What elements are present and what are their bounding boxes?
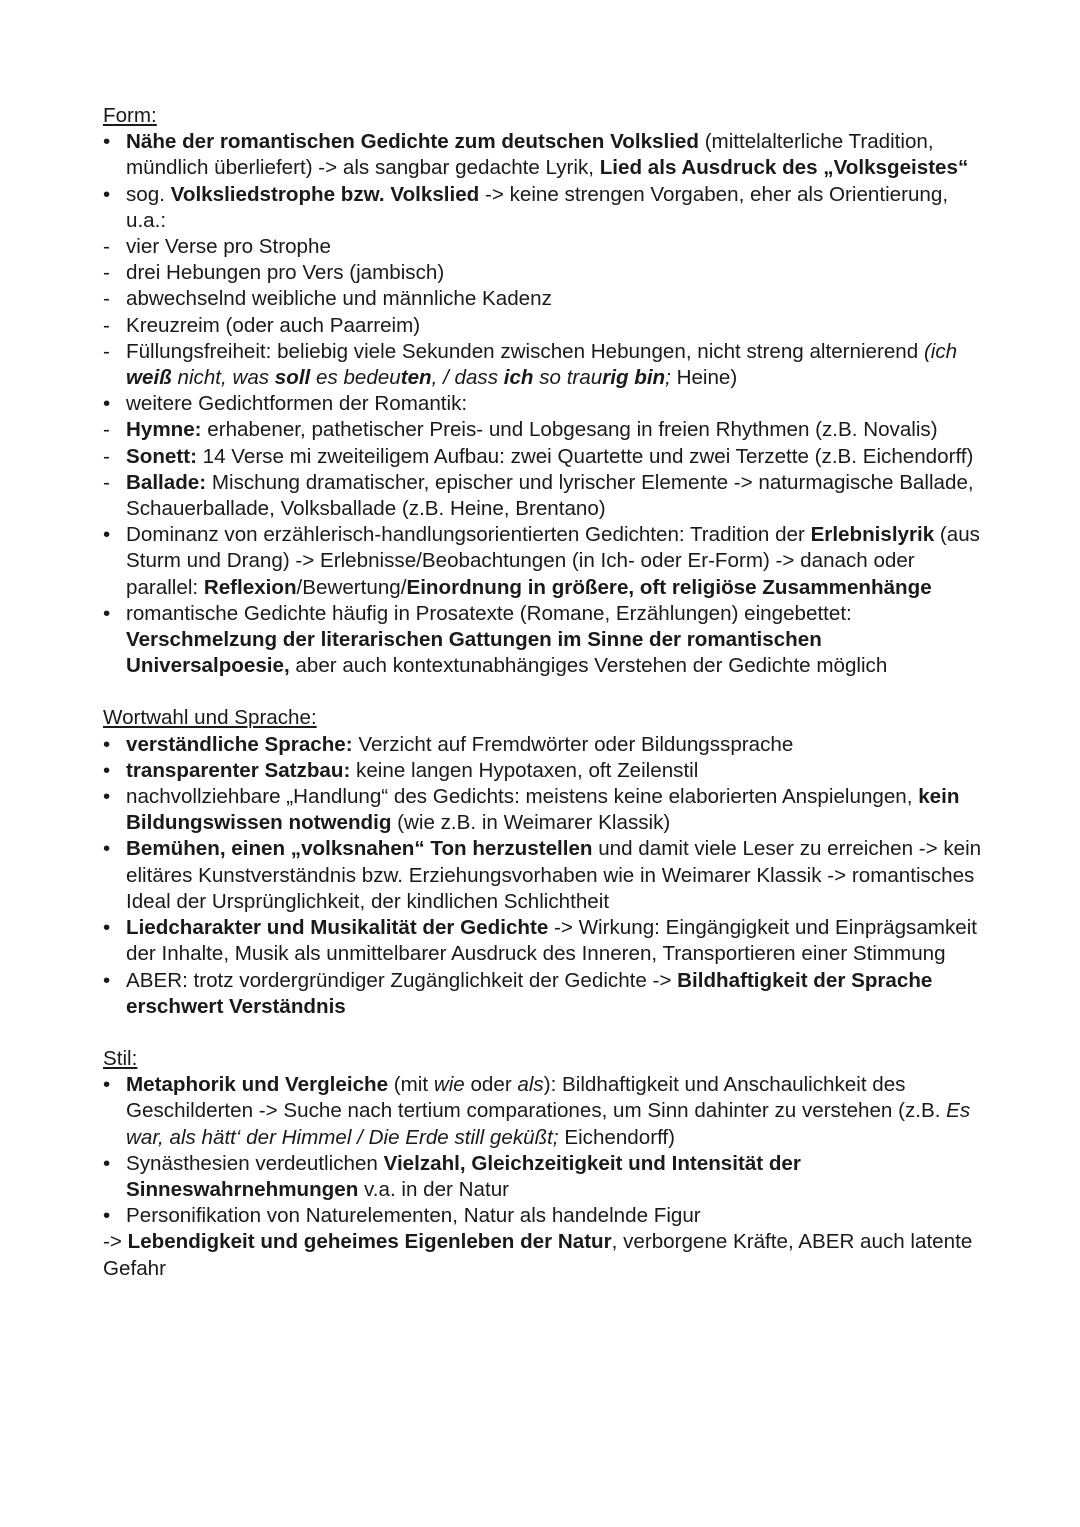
list-item-text [126,785,959,834]
text-run: erhabener, pathetischer Preis- und Lobgesang in freien Rhythmen (z.B. Novalis) [201,418,938,442]
list-marker: • [103,1073,111,1097]
bullet-list [103,129,983,679]
list-item [103,784,983,836]
list-marker: - [103,470,110,494]
text-run: aber auch kontextunabhängiges Verstehen der Gedichte möglich [289,654,888,678]
text-run: nachvollziehbare „Handlung“ des Gedichts: meistens keine elaborierten Anspielungen, [126,785,919,809]
list-marker: - [103,339,110,363]
text-run: romantische Gedichte häufig in Prosatexte (Romane, Erzählungen) eingebettet: [126,601,852,625]
list-marker: - [103,287,110,311]
list-item [103,968,983,1020]
list-item-text [126,261,444,284]
list-item [103,260,983,286]
text-run: so trau [533,366,603,390]
text-run: Personifikation von Naturelementen, Natur als handelnde Figur [126,1204,701,1228]
text-run: weitere Gedichtformen der Romantik: [126,392,468,416]
text-run: , / dass [431,366,504,390]
document-page [103,103,983,1282]
list-marker: • [103,130,111,154]
list-marker: • [103,1204,111,1228]
text-run: und damit viele Leser zu erreichen -> kein elitäres Kunstverständnis bzw. Erziehungsvorhaben wie in Weimarer Klassik -> romantisches Ideal der Ursprünglichkeit, der kindlichen Schlichtheit [126,837,982,913]
text-run: (wie z.B. in Weimarer Klassik) [391,811,671,835]
text-run: transparenter Satzbau: [126,758,351,782]
text-run: Einordnung in größere, oft religiöse Zusammenhänge [406,575,932,599]
list-item [103,444,983,470]
list-item-text [126,759,698,782]
text-run: -> Wirkung: Eingängigkeit und Einprägsamkeit der Inhalte, Musik als unmittelbarer Ausdruck des Inneren, Transportieren einer Stimmung [126,916,977,966]
text-run: Sonett: [126,444,197,468]
text-run: Nähe der romantischen Gedichte zum deutschen Volkslied [126,130,699,154]
list-item-text [126,418,938,441]
list-marker: • [103,916,111,940]
section-heading: Form: [103,104,157,127]
text-run: Bemühen, einen „volksnahen“ Ton herzustellen [126,837,593,861]
list-item [103,417,983,443]
text-run: Liedcharakter und Musikalität der Gedichte [126,916,549,940]
text-run: abwechselnd weibliche und männliche Kadenz [126,287,552,311]
list-item-text [126,314,420,337]
list-marker: • [103,392,111,416]
list-item-text [126,837,981,912]
text-run: Ballade: [126,470,207,494]
list-item-text [126,916,977,965]
section-wortwahl-und-sprache [103,705,983,1019]
text-run: oder [464,1073,518,1097]
text-run: -> keine strengen Vorgaben, eher als Orientierung, u.a.: [126,182,949,232]
list-marker: • [103,1151,111,1175]
list-marker: • [103,523,111,547]
list-item [103,129,983,181]
text-run: Heine) [676,366,738,390]
list-item [103,522,983,601]
text-run: , verborgene Kräfte, ABER auch latente Gefahr [103,1230,973,1280]
section-spacer [103,1020,983,1046]
list-item-text [126,445,973,468]
list-item [103,234,983,260]
list-item-text [126,287,552,310]
list-item-text [126,602,887,677]
text-run: 14 Verse mi zweiteiligem Aufbau: zwei Quartette und zwei Terzette (z.B. Eichendorff) [196,444,974,468]
text-run: ABER: trotz vordergründiger Zugänglichkeit der Gedichte -> [126,968,678,992]
text-run: Dominanz von erzählerisch-handlungsorientierten Gedichten: Tradition der [126,523,811,547]
list-item [103,758,983,784]
text-run: -> [103,1230,128,1254]
text-run: als [517,1073,544,1097]
list-item [103,182,983,234]
list-marker: • [103,758,111,782]
text-run: drei Hebungen pro Vers (jambisch) [126,261,445,285]
text-run: Metaphorik und Vergleiche [126,1073,389,1097]
list-marker: - [103,261,110,285]
list-marker: • [103,601,111,625]
text-run: Bildhaftigkeit der Sprache erschwert Verständnis [126,968,933,1018]
list-marker: - [103,235,110,259]
text-run: Verschmelzung der literarischen Gattungen im Sinne der romantischen Universalpoesie, [126,628,822,678]
text-run: rig bin [602,366,666,390]
section-heading: Stil: [103,1046,138,1070]
text-run: Reflexion [203,575,297,599]
text-run: (mittelalterliche Tradition, mündlich überliefert) -> als sangbar gedachte Lyrik, [126,130,934,180]
section-spacer [103,679,983,705]
list-item [103,313,983,339]
text-run: (ich [923,339,958,363]
list-item [103,1072,983,1151]
list-item [103,1151,983,1203]
list-item [103,391,983,417]
list-item-text [126,1073,970,1148]
list-item [103,1203,983,1229]
text-run: weiß [126,366,172,390]
text-run: Eichendorff) [558,1125,675,1149]
text-run: v.a. in der Natur [358,1177,509,1201]
section-heading: Wortwahl und Sprache: [103,706,317,730]
text-run: Hymne: [126,418,202,442]
list-item-text [126,183,948,232]
list-marker: - [103,313,110,337]
list-item [103,732,983,758]
text-run: (mit [388,1073,434,1097]
text-run: (aus Sturm und Drang) -> Erlebnisse/Beobachtungen (in Ich- oder Er-Form) -> danach oder parallel: [126,523,980,599]
list-marker: • [103,182,111,206]
bullet-list [103,1072,983,1229]
text-run: wie [433,1073,465,1097]
list-item-text [126,471,974,520]
text-run: keine langen Hypotaxen, oft Zeilenstil [350,758,699,782]
list-marker: • [103,968,111,992]
text-run: ten [400,366,432,390]
section-form [103,103,983,679]
text-run: ; [665,366,677,390]
text-run: ): Bildhaftigkeit und Anschaulichkeit des Geschilderten -> Suche nach tertium comparationes, um Sinn dahinter zu verstehen (z.B. [126,1073,947,1123]
text-run: Es war, als hätt‘ der Himmel / Die Erde still geküßt; [126,1099,971,1149]
text-run: es bedeu [310,366,401,390]
list-item [103,470,983,522]
text-run: sog. [126,182,171,206]
list-marker: - [103,418,110,442]
list-item-text [126,733,793,756]
list-marker: - [103,444,110,468]
list-item-text [126,340,957,389]
list-item-text [126,392,467,415]
list-item-text [126,235,331,258]
list-item-text [126,523,980,598]
text-run: Lied als Ausdruck des „Volksgeistes“ [599,156,969,180]
text-run: /Bewertung/ [296,575,407,599]
text-run: kein Bildungswissen notwendig [126,785,960,835]
text-run: Kreuzreim (oder auch Paarreim) [126,313,421,337]
closing-paragraph [103,1229,983,1281]
text-run: Synästhesien verdeutlichen [126,1151,384,1175]
list-item-text [126,1152,801,1201]
list-item [103,601,983,680]
text-run: Füllungsfreiheit: beliebig viele Sekunden zwischen Hebungen, nicht streng alternierend [126,339,924,363]
list-item-text [126,1204,701,1227]
text-run: ich [503,366,534,390]
text-run: Volksliedstrophe bzw. Volkslied [170,182,480,206]
text-run: Lebendigkeit und geheimes Eigenleben der Natur [127,1230,612,1254]
section-stil [103,1046,983,1282]
list-item-text [126,969,932,1018]
text-run: nicht, was [171,366,275,390]
list-item [103,915,983,967]
list-item-text [126,130,968,179]
list-marker: • [103,785,111,809]
text-run: vier Verse pro Strophe [126,235,331,259]
text-run: verständliche Sprache: [126,732,353,756]
text-run: Erlebnislyrik [810,523,935,547]
list-marker: • [103,837,111,861]
text-run: Vielzahl, Gleichzeitigkeit und Intensität der Sinneswahrnehmungen [126,1151,801,1201]
list-item [103,339,983,391]
list-item [103,836,983,915]
text-run: soll [274,366,311,390]
bullet-list [103,732,983,1020]
list-item [103,286,983,312]
list-marker: • [103,732,111,756]
text-run: Verzicht auf Fremdwörter oder Bildungssprache [352,732,794,756]
text-run: Mischung dramatischer, epischer und lyrischer Elemente -> naturmagische Ballade, Schauerballade, Volksballade (z.B. Heine, Brentano) [126,470,974,521]
